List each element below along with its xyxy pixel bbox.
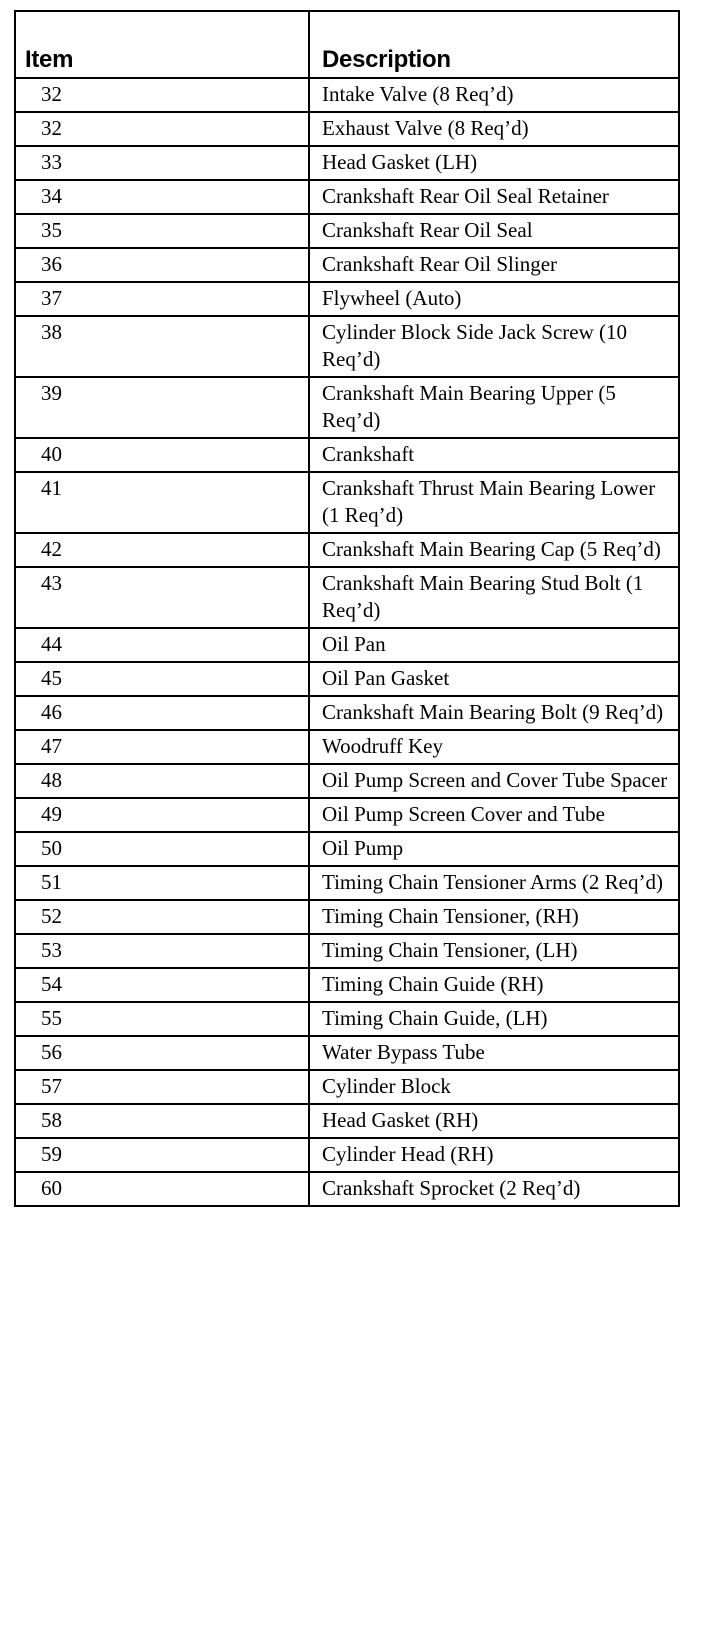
item-number-cell: 60: [15, 1172, 309, 1206]
item-number-cell: 32: [15, 78, 309, 112]
table-row: [15, 696, 679, 730]
description-cell: Timing Chain Tensioner, (RH): [309, 900, 679, 934]
item-number-cell: 58: [15, 1104, 309, 1138]
table-row: [15, 282, 679, 316]
table-row: [15, 438, 679, 472]
item-number-cell: 51: [15, 866, 309, 900]
description-column-header: Description: [309, 11, 679, 78]
item-number-cell: 32: [15, 112, 309, 146]
description-cell: Water Bypass Tube: [309, 1036, 679, 1070]
description-cell: Crankshaft Thrust Main Bearing Lower (1 Req’d): [309, 472, 679, 533]
description-cell: Oil Pan: [309, 628, 679, 662]
item-number-cell: 46: [15, 696, 309, 730]
description-cell: Cylinder Block Side Jack Screw (10 Req’d): [309, 316, 679, 377]
table-row: [15, 730, 679, 764]
table-row: [15, 1036, 679, 1070]
item-number-cell: 54: [15, 968, 309, 1002]
item-number-cell: 55: [15, 1002, 309, 1036]
table-row: [15, 934, 679, 968]
description-cell: Oil Pump Screen Cover and Tube: [309, 798, 679, 832]
description-cell: Crankshaft Rear Oil Slinger: [309, 248, 679, 282]
header-row: [15, 11, 679, 78]
description-cell: Crankshaft Rear Oil Seal: [309, 214, 679, 248]
table-row: [15, 180, 679, 214]
table-row: [15, 248, 679, 282]
item-number-cell: 45: [15, 662, 309, 696]
table-row: [15, 1172, 679, 1206]
table-row: [15, 832, 679, 866]
description-cell: Flywheel (Auto): [309, 282, 679, 316]
table-row: [15, 316, 679, 377]
table-row: [15, 533, 679, 567]
table-row: [15, 968, 679, 1002]
table-row: [15, 1070, 679, 1104]
table-row: [15, 112, 679, 146]
item-number-cell: 56: [15, 1036, 309, 1070]
item-number-cell: 38: [15, 316, 309, 377]
item-number-cell: 57: [15, 1070, 309, 1104]
item-number-cell: 44: [15, 628, 309, 662]
table-row: [15, 900, 679, 934]
table-row: [15, 78, 679, 112]
description-cell: Crankshaft Rear Oil Seal Retainer: [309, 180, 679, 214]
description-cell: Timing Chain Guide (RH): [309, 968, 679, 1002]
item-number-cell: 47: [15, 730, 309, 764]
table-row: [15, 146, 679, 180]
item-number-cell: 35: [15, 214, 309, 248]
item-number-cell: 53: [15, 934, 309, 968]
table-body: [15, 78, 679, 1206]
table-row: [15, 1002, 679, 1036]
description-cell: Head Gasket (RH): [309, 1104, 679, 1138]
description-cell: Crankshaft Sprocket (2 Req’d): [309, 1172, 679, 1206]
description-cell: Oil Pump Screen and Cover Tube Spacer: [309, 764, 679, 798]
description-cell: Crankshaft: [309, 438, 679, 472]
item-number-cell: 52: [15, 900, 309, 934]
description-cell: Cylinder Head (RH): [309, 1138, 679, 1172]
description-cell: Woodruff Key: [309, 730, 679, 764]
description-cell: Crankshaft Main Bearing Cap (5 Req’d): [309, 533, 679, 567]
item-number-cell: 43: [15, 567, 309, 628]
item-number-cell: 49: [15, 798, 309, 832]
table-row: [15, 764, 679, 798]
item-number-cell: 40: [15, 438, 309, 472]
table-row: [15, 472, 679, 533]
item-number-cell: 48: [15, 764, 309, 798]
item-column-header: Item: [15, 11, 309, 78]
parts-table: [14, 10, 680, 1207]
item-number-cell: 37: [15, 282, 309, 316]
description-cell: Head Gasket (LH): [309, 146, 679, 180]
table-row: [15, 628, 679, 662]
description-cell: Cylinder Block: [309, 1070, 679, 1104]
description-cell: Timing Chain Tensioner, (LH): [309, 934, 679, 968]
description-cell: Crankshaft Main Bearing Stud Bolt (1 Req’d): [309, 567, 679, 628]
description-cell: Crankshaft Main Bearing Bolt (9 Req’d): [309, 696, 679, 730]
item-number-cell: 34: [15, 180, 309, 214]
description-cell: Exhaust Valve (8 Req’d): [309, 112, 679, 146]
description-cell: Oil Pan Gasket: [309, 662, 679, 696]
item-number-cell: 36: [15, 248, 309, 282]
table-row: [15, 214, 679, 248]
item-number-cell: 42: [15, 533, 309, 567]
description-cell: Crankshaft Main Bearing Upper (5 Req’d): [309, 377, 679, 438]
description-cell: Intake Valve (8 Req’d): [309, 78, 679, 112]
table-row: [15, 1138, 679, 1172]
table-row: [15, 866, 679, 900]
item-number-cell: 41: [15, 472, 309, 533]
item-number-cell: 33: [15, 146, 309, 180]
item-number-cell: 39: [15, 377, 309, 438]
table-row: [15, 1104, 679, 1138]
table-row: [15, 377, 679, 438]
item-number-cell: 50: [15, 832, 309, 866]
table-row: [15, 662, 679, 696]
description-cell: Timing Chain Tensioner Arms (2 Req’d): [309, 866, 679, 900]
description-cell: Oil Pump: [309, 832, 679, 866]
table-header: [15, 11, 679, 78]
description-cell: Timing Chain Guide, (LH): [309, 1002, 679, 1036]
table-row: [15, 567, 679, 628]
table-row: [15, 798, 679, 832]
item-number-cell: 59: [15, 1138, 309, 1172]
